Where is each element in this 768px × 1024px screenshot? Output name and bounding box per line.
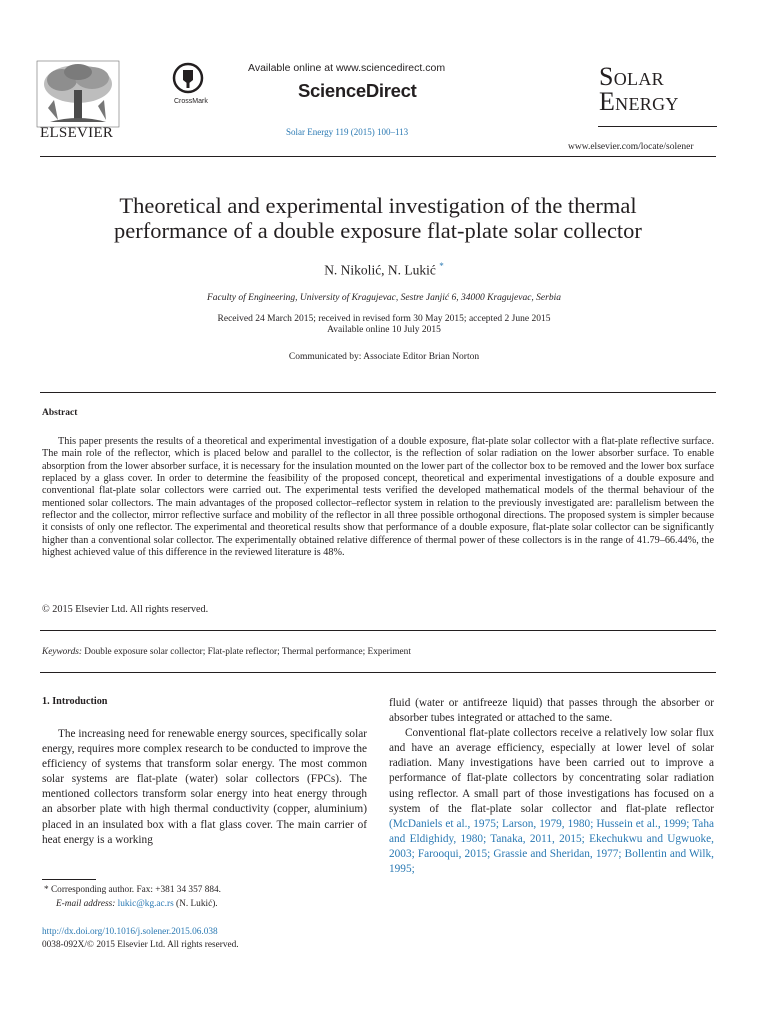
received-dates: Received 24 March 2015; received in revised form 30 May 2015; accepted 2 June 2015 — [217, 314, 551, 324]
footnote-divider — [42, 879, 96, 880]
article-title: Theoretical and experimental investigation of the thermal performance of a double exposure flat-plate solar collector — [114, 193, 642, 243]
journal-url[interactable]: www.elsevier.com/locate/solener — [568, 142, 694, 152]
crossmark-icon[interactable] — [172, 62, 204, 98]
keywords-label: Keywords: — [42, 647, 82, 657]
header-divider — [40, 156, 716, 157]
introduction-right-paragraph-2 — [389, 726, 714, 877]
elsevier-tree-logo — [36, 60, 120, 128]
doi-link[interactable]: http://dx.doi.org/10.1016/j.solener.2015.06.038 — [42, 927, 218, 937]
right-paragraph-2-text: Conventional flat-plate collectors receive a relatively low solar flux and have an average efficiency, especially at lower level of solar radiation. Many investigations have been carried out to improve a performance of flat-plate collectors by concentrating solar radiation using reflector. A small part of those investigations has focused on a system of the flat-plate solar collector and flat-plate reflector — [389, 727, 714, 815]
abstract-divider — [40, 630, 716, 631]
email-link[interactable]: lukic@kg.ac.rs — [117, 899, 174, 909]
corresponding-author-mark[interactable]: * — [439, 261, 444, 271]
author-list — [0, 261, 768, 279]
keywords — [42, 647, 411, 657]
journal-citation-link[interactable]: Solar Energy 119 (2015) 100–113 — [286, 127, 409, 137]
title-divider — [40, 392, 716, 393]
reference-links[interactable]: (McDaniels et al., 1975; Larson, 1979, 1980; Hussein et al., 1999; Taha and Eldighidy, 1980; Tanaka, 2011, 2015; Ekechukwu and Ugwuoke, 2003; Farooqui, 2015; Grassie and Sheridan, 1977; Bollentin and Wilk, 1995; — [389, 817, 714, 876]
keywords-text: Double exposure solar collector; Flat-plate reflector; Thermal performance; Experiment — [84, 647, 411, 657]
affiliation: Faculty of Engineering, University of Kragujevac, Sestre Janjić 6, 34000 Kragujevac, Serbia — [207, 293, 561, 303]
issn-copyright: 0038-092X/© 2015 Elsevier Ltd. All rights reserved. — [42, 940, 239, 950]
publisher-name: ELSEVIER — [40, 125, 114, 141]
email-footnote — [56, 899, 218, 909]
abstract-copyright: © 2015 Elsevier Ltd. All rights reserved. — [42, 604, 209, 615]
author-names: N. Nikolić, N. Lukić — [324, 262, 436, 278]
journal-title-line2: Energy — [599, 87, 679, 116]
email-label: E-mail address: — [56, 899, 116, 909]
available-online-date: Available online 10 July 2015 — [327, 325, 441, 335]
journal-title-rule — [598, 126, 717, 127]
corresponding-author-footnote: * Corresponding author. Fax: +381 34 357 884. — [44, 885, 221, 895]
crossmark-label: CrossMark — [174, 98, 208, 105]
abstract-heading: Abstract — [42, 408, 78, 418]
communicated-by: Communicated by: Associate Editor Brian Norton — [288, 352, 480, 362]
introduction-right-column — [389, 696, 714, 877]
available-online-text: Available online at www.sciencedirect.com — [248, 62, 446, 74]
introduction-right-paragraph-1: fluid (water or antifreeze liquid) that passes through the absorber or absorber tubes integrated or attached to the same. — [389, 697, 714, 725]
email-suffix: (N. Lukić). — [176, 899, 218, 909]
introduction-left-paragraph: The increasing need for renewable energy sources, specifically solar energy, requires more complex research to be conducted to improve the efficiency of systems that transform solar energy. The most common solar systems are flat-plate (water) solar collectors (FPCs). The mentioned collectors transform solar energy into heat energy through an absorber plate with high thermal conductivity (copper, aluminium) placed in an insulated box with a flat glass cover. The main carrier of heat energy is a working — [42, 728, 367, 846]
abstract-text: This paper presents the results of a theoretical and experimental investigation of a double exposure, flat-plate solar collector with a flat-plate reflective surface. The main role of the reflector, which is placed below and parallel to the collector, is the reflection of solar radiation on the lower absorber surface. To enable absorption from the lower absorber surface, it is necessary for the insulation mounted on the lower part of the collector box to be removed and the lower box surface replaced by a glass cover. In order to determine the feasibility of the proposed concept, theoretical and experimental investigations of a double exposure and conventional flat-plate solar collectors were carried out. The experimental tests verified the developed mathematical models of the thermal behaviour of the mentioned solar collectors. The main advantages of the proposed collector–reflector system in relation to the previously investigated are: parallelism between the reflector and the collector, mirror reflective surface and mobility of the reflector in all three possible orthogonal directions. The proposed system is simpler because it consists of only one reflector. The experimental and theoretical results show that performance of a double exposure, flat-plate solar collector can be significantly higher than a conventional solar collector. The experimentally obtained relative difference of thermal power of these collectors is in the range of 41.79–66.44%, the highest achieved value of this difference in the reviewed literature is 48%. — [42, 436, 714, 559]
section-heading-introduction: 1. Introduction — [42, 696, 108, 707]
journal-title-line1: Solar — [599, 62, 664, 91]
sciencedirect-logo: ScienceDirect — [298, 80, 417, 101]
keywords-divider — [40, 672, 716, 673]
journal-title — [599, 64, 715, 114]
